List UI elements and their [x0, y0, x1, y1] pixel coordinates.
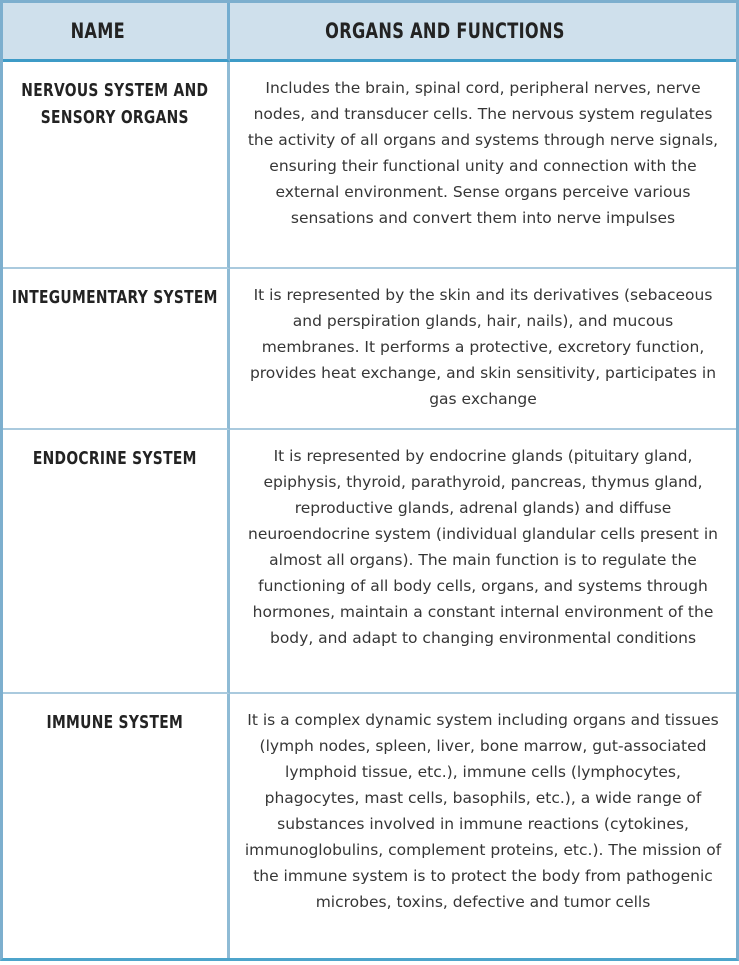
table-row-immune-name-cell — [3, 694, 230, 958]
table-row-endocrine-name-cell — [3, 430, 230, 694]
column-header-functions-label: ORGANS AND FUNCTIONS — [325, 19, 565, 43]
system-name: INTEGUMENTARY SYSTEM — [12, 287, 218, 308]
system-description: It is a complex dynamic system including organs and tissues (lymph nodes, spleen, liver, bone marrow, gut-associated lymphoid tissue, etc.), immune cells (lymphocytes, phagocytes, mast cells, basophils, etc.), a wide range of substances involved in immune reactions (cytokines, immunoglobulins, complement proteins, etc.). The mission of the immune system is to protect the body from pathogenic microbes, toxins, defective and tumor cells — [244, 711, 722, 911]
system-description: It is represented by endocrine glands (pituitary gland, epiphysis, thyroid, parathyroid, pancreas, thymus gland, reproductive glands, adrenal glands) and diffuse neuroendocrine system (individual glandular cells present in almost all organs). The main function is to regulate the functioning of all body cells, organs, and systems through hormones, maintain a constant internal environment of the body, and adapt to changing environmental conditions — [248, 447, 718, 647]
system-name: NERVOUS SYSTEM AND SENSORY ORGANS — [21, 80, 209, 128]
column-header-functions — [230, 3, 736, 62]
table-row-immune-description-cell — [230, 694, 736, 958]
system-description: It is represented by the skin and its derivatives (sebaceous and perspiration glands, hair, nails), and mucous membranes. It performs a protective, excretory function, provides heat exchange, and skin sensitivity, participates in gas exchange — [249, 286, 717, 408]
table-row-integumentary-description-cell — [230, 269, 736, 430]
table-row-endocrine-description-cell — [230, 430, 736, 694]
column-header-name-label: NAME — [70, 19, 126, 43]
table-row-integumentary-name-cell — [3, 269, 230, 430]
column-header-name — [3, 3, 230, 62]
system-description: Includes the brain, spinal cord, peripheral nerves, nerve nodes, and transducer cells. The nervous system regulates the activity of all organs and systems through nerve signals, ensuring their functional unity and connection with the external environment. Sense organs perceive various sensations and convert them into nerve impulses — [247, 79, 719, 227]
system-name: IMMUNE SYSTEM — [46, 712, 184, 733]
table-row-nervous-name-cell — [3, 62, 230, 269]
system-name: ENDOCRINE SYSTEM — [33, 448, 197, 469]
table-row-nervous-description-cell — [230, 62, 736, 269]
